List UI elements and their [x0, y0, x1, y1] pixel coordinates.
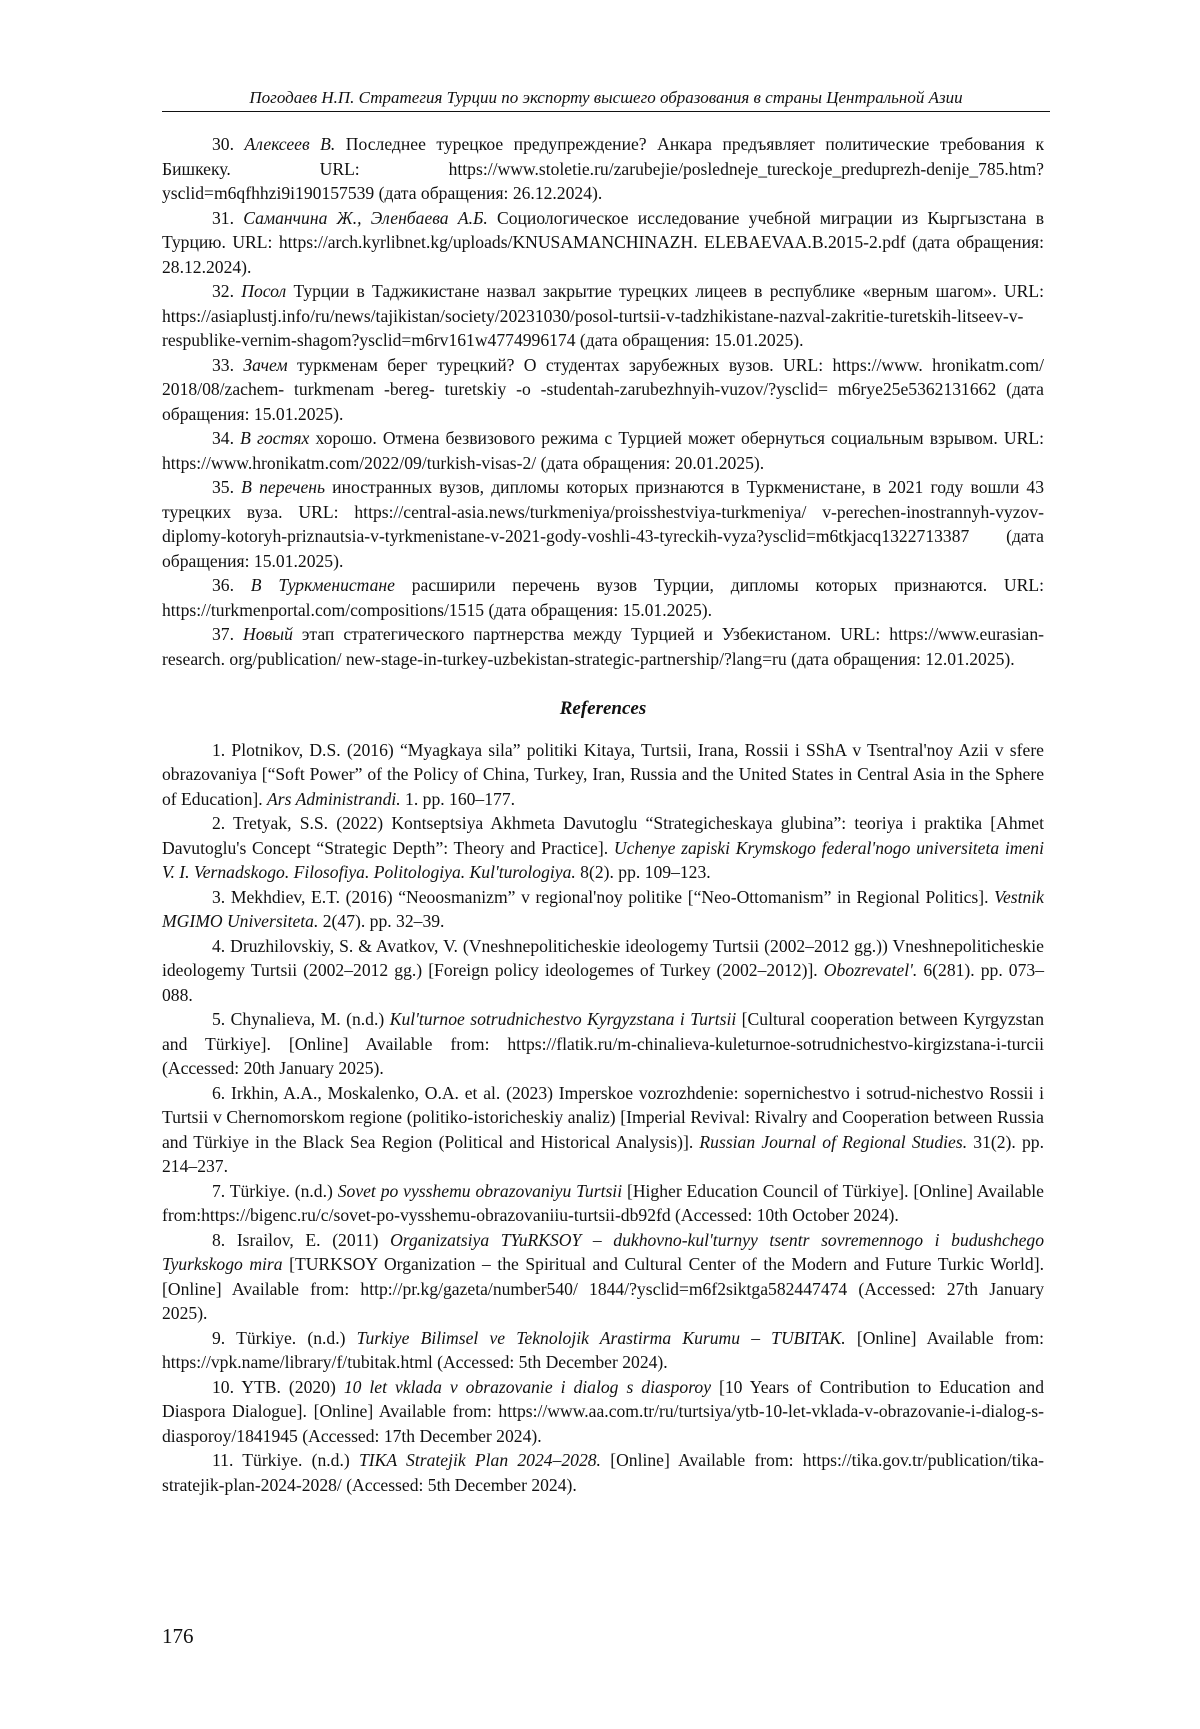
reference-details: [Higher Education Council of Türkiye]. [Online] Available from:https://bigenc.ru/c/sovet-po-vysshemu-obrazovaniiu-turtsii-db92fd (Accessed: 10th October 2024).: [162, 1180, 1044, 1225]
reference-text: хорошо. Отмена безвизового режима с Турцией может обернуться социальным взрывом. URL: https://www.hronikatm.com/2022/09/turkish-visas-2/ (дата обращения: 20.01.2025).: [162, 428, 1044, 473]
reference-text: этап стратегического партнерства между Турцией и Узбекистаном. URL: https://www.eurasian-research. org/publication/ new-stage-in-turkey-uzbekistan-strategic-partnership/?lang=ru (дата обращения: 12.01.2025).: [162, 624, 1045, 669]
reference-number: 7.: [212, 1180, 226, 1201]
reference-text: туркменам берег турецкий? О студентах зарубежных вузов. URL: https://www. hronikatm.com/ 2018/08/zachem- turkmenam -bereg- turetskiy -o -studentah-zarubezhnyih-vuzov/?ysclid= m6rye25e5362131662 (дата обращения: 15.01.2025).: [162, 354, 1044, 424]
reference-source: Turkiye Bilimsel ve Teknolojik Arastirma Kurumu – TUBITAK.: [356, 1327, 846, 1348]
reference-lead: Посол: [241, 281, 287, 301]
reference-text: YTB. (2020): [234, 1376, 344, 1397]
reference-number: 9.: [212, 1327, 226, 1348]
reference-entry: [162, 1228, 1044, 1326]
reference-source: Russian Journal of Regional Studies.: [699, 1131, 968, 1152]
reference-entry: [162, 426, 1044, 475]
reference-source: Obozrevatel'.: [823, 960, 918, 980]
reference-number: 37.: [212, 624, 234, 644]
english-reference-list: [162, 738, 1044, 1498]
reference-number: 4.: [212, 935, 226, 956]
reference-text: Israilov, E. (2011): [225, 1229, 391, 1250]
reference-lead: Алексеев В.: [244, 134, 336, 154]
reference-text: Турции в Таджикистане назвал закрытие турецких лицеев в республике «верным шагом». URL: https://asiaplustj.info/ru/news/tajikistan/society/20231030/posol-turtsii-v-tadzhikistane-nazval-zakritie-turetskih-litseev-v-respublike-vernim-shagom?ysclid=m6rv161w4774996174 (дата обращения: 15.01.2025).: [162, 281, 1044, 350]
header-rule: [162, 111, 1050, 112]
reference-text: Tretyak, S.S. (2022) Kontseptsiya Akhmeta Davutoglu “Strategicheskaya glubina”: teoriya i praktika [Ahmet Davutoglu's Concept “Strategic Depth”: Theory and Practice].: [162, 813, 1044, 858]
reference-details: 2(47). pp. 32–39.: [318, 911, 445, 931]
reference-text: Chynalieva, M. (n.d.): [225, 1009, 390, 1029]
reference-details: 8(2). pp. 109–123.: [575, 862, 711, 882]
reference-number: 34.: [212, 428, 234, 448]
reference-source: Sovet po vysshemu obrazovaniyu Turtsii: [337, 1180, 623, 1201]
reference-text: Последнее турецкое предупреждение? Анкара предъявляет политические требования к Бишкеку. URL: https://www.stoletie.ru/zarubejie/posledneje_tureckoje_preduprezh-denije_785.htm?ysclid=m6qfhhzi9i190157539 (дата обращения: 26.12.2024).: [162, 134, 1044, 203]
page-body: [162, 132, 1044, 1497]
reference-entry: [162, 1375, 1044, 1449]
reference-number: 10.: [212, 1376, 234, 1397]
reference-number: 6.: [212, 1082, 226, 1103]
reference-entry: [162, 811, 1044, 885]
reference-entry: [162, 1179, 1044, 1228]
reference-lead: В гостях: [240, 428, 310, 448]
reference-text: Plotnikov, D.S. (2016) “Myagkaya sila” politiki Kitaya, Turtsii, Irana, Rossii i SShA v Tsentral'noy Azii v sfere obrazovaniya [“Soft Power” of the Policy of China, Turkey, Iran, Russia and the United States in Central Asia in the Sphere of Education].: [162, 739, 1044, 809]
reference-number: 3.: [212, 886, 226, 907]
reference-entry: [162, 573, 1044, 622]
reference-number: 8.: [212, 1229, 226, 1250]
reference-text: Türkiye. (n.d.): [225, 1180, 338, 1201]
reference-source: 10 let vklada v obrazovanie i dialog s diasporoy: [343, 1376, 712, 1397]
reference-details: 1. pp. 160–177.: [400, 788, 516, 809]
reference-number: 5.: [212, 1009, 226, 1029]
reference-source: Vestnik MGIMO Universiteta.: [162, 886, 1044, 931]
reference-entry: [162, 279, 1044, 353]
reference-source: Kul'turnoe sotrudnichestvo Kyrgyzstana i Turtsii: [389, 1009, 737, 1029]
reference-entry: [162, 475, 1044, 573]
reference-number: 36.: [212, 575, 234, 595]
reference-source: Organizatsiya TYuRKSOY – dukhovno-kul'turnyy tsentr sovremennogo i budushchego Tyurkskogo mira: [162, 1229, 1044, 1274]
reference-entry: [162, 206, 1044, 280]
reference-entry: [162, 934, 1044, 1008]
reference-number: 2.: [212, 813, 226, 833]
reference-entry: [162, 738, 1044, 812]
reference-text: Druzhilovskiy, S. & Avatkov, V. (Vneshnepoliticheskie ideologemy Turtsii (2002–2012 gg.)) Vneshnepoliticheskie ideologemy Turtsii (2002–2012 gg.) [Foreign policy ideologemes of Turkey (2002–2012)].: [162, 935, 1044, 980]
reference-text: Irkhin, A.A., Moskalenko, O.A. et al. (2023) Imperskoe vozrozhdenie: sopernichestvo i sotrud-nichestvo Rossii i Turtsii v Chernomorskom regione (politiko-istoricheskiy analiz) [Imperial Revival: Rivalry and Cooperation between Russia and Türkiye in the Black Sea Region (Political and Historical Analysis)].: [162, 1082, 1044, 1152]
reference-number: 32.: [212, 281, 234, 301]
reference-lead: В перечень: [241, 477, 326, 497]
reference-text: Социологическое исследование учебной миграции из Кыргызстана в Турцию. URL: https://arch.kyrlibnet.kg/uploads/KNUSAMANCHINAZH. ELEBAEVAA.B.2015-2.pdf (дата обращения: 28.12.2024).: [162, 207, 1045, 277]
reference-entry: [162, 622, 1044, 671]
references-heading: References: [559, 698, 647, 719]
reference-lead: Саманчина Ж., Эленбаева А.Б.: [243, 207, 488, 228]
reference-details: [10 Years of Contribution to Education and Diaspora Dialogue]. [Online] Available from: https://www.aa.com.tr/ru/turtsiya/ytb-10-let-vklada-v-obrazovanie-i-dialog-s-diasporoy/1841945 (Accessed: 17th December 2024).: [162, 1376, 1044, 1446]
reference-entry: [162, 1081, 1044, 1179]
reference-details: [Online] Available from: https://tika.gov.tr/publication/tika-stratejik-plan-2024-2028/ (Accessed: 5th December 2024).: [162, 1450, 1045, 1495]
reference-text: Mekhdiev, E.T. (2016) “Neoosmanizm” v regional'noy politike [“Neo-Ottomanism” in Regional Politics].: [225, 886, 995, 907]
reference-number: 33.: [212, 354, 234, 375]
reference-entry: [162, 353, 1044, 427]
reference-entry: [162, 1007, 1044, 1081]
reference-number: 31.: [212, 207, 234, 228]
reference-text: Türkiye. (n.d.): [225, 1327, 357, 1348]
reference-lead: Новый: [243, 624, 293, 644]
reference-text: Türkiye. (n.d.): [233, 1450, 359, 1470]
reference-details: 6(281). pp. 073–088.: [162, 960, 1044, 1005]
reference-entry: [162, 1448, 1044, 1497]
reference-text: расширили перечень вузов Турции, дипломы которых признаются. URL: https://turkmenportal.com/compositions/1515 (дата обращения: 15.01.2025).: [162, 575, 1044, 620]
running-head: Погодаев Н.П. Стратегия Турции по экспорту высшего образования в страны Центральной Азии: [249, 88, 963, 107]
reference-source: TIKA Stratejik Plan 2024–2028.: [358, 1450, 601, 1470]
reference-number: 30.: [212, 134, 234, 154]
reference-details: [TURKSOY Organization – the Spiritual and Cultural Center of the Modern and Future Turkic World]. [Online] Available from: http://pr.kg/gazeta/number540/ 1844/?ysclid=m6f2siktga582447474 (Accessed: 27th January 2025).: [162, 1254, 1044, 1323]
reference-entry: [162, 885, 1044, 934]
reference-number: 35.: [212, 477, 234, 497]
reference-entry: [162, 1326, 1044, 1375]
reference-text: иностранных вузов, дипломы которых признаются в Туркменистане, в 2021 году вошли 43 турецких вуза. URL: https://central-asia.news/turkmeniya/proisshestviya-turkmeniya/ v-perechen-inostrannyh-vyzov-diplomy-kotoryh-priznautsia-v-tyrkmenistane-v-2021-gody-voshli-43-tyreckih-vyza?ysclid=m6tkjacq1322713387 (дата обращения: 15.01.2025).: [162, 477, 1045, 571]
reference-number: 1.: [212, 739, 226, 760]
page-number: 176: [162, 1624, 194, 1648]
reference-details: 31(2). pp. 214–237.: [162, 1131, 1045, 1176]
reference-lead: Зачем: [243, 354, 288, 375]
reference-lead: В Туркменистане: [250, 575, 395, 595]
reference-source: Ars Administrandi.: [267, 788, 401, 809]
reference-number: 11.: [212, 1450, 234, 1470]
reference-details: [Online] Available from: https://vpk.name/library/f/tubitak.html (Accessed: 5th December 2024).: [162, 1327, 1045, 1372]
reference-details: [Cultural cooperation between Kyrgyzstan and Türkiye]. [Online] Available from: https://flatik.ru/m-chinalieva-kuleturnoe-sotrudnichestvo-kirgizstana-i-turcii (Accessed: 20th January 2025).: [162, 1009, 1044, 1078]
reference-entry: [162, 132, 1044, 206]
russian-reference-list: [162, 132, 1044, 671]
reference-source: Uchenye zapiski Krymskogo federal'nogo universiteta imeni V. I. Vernadskogo. Filosofiya. Politologiya. Kul'turologiya.: [162, 837, 1044, 882]
